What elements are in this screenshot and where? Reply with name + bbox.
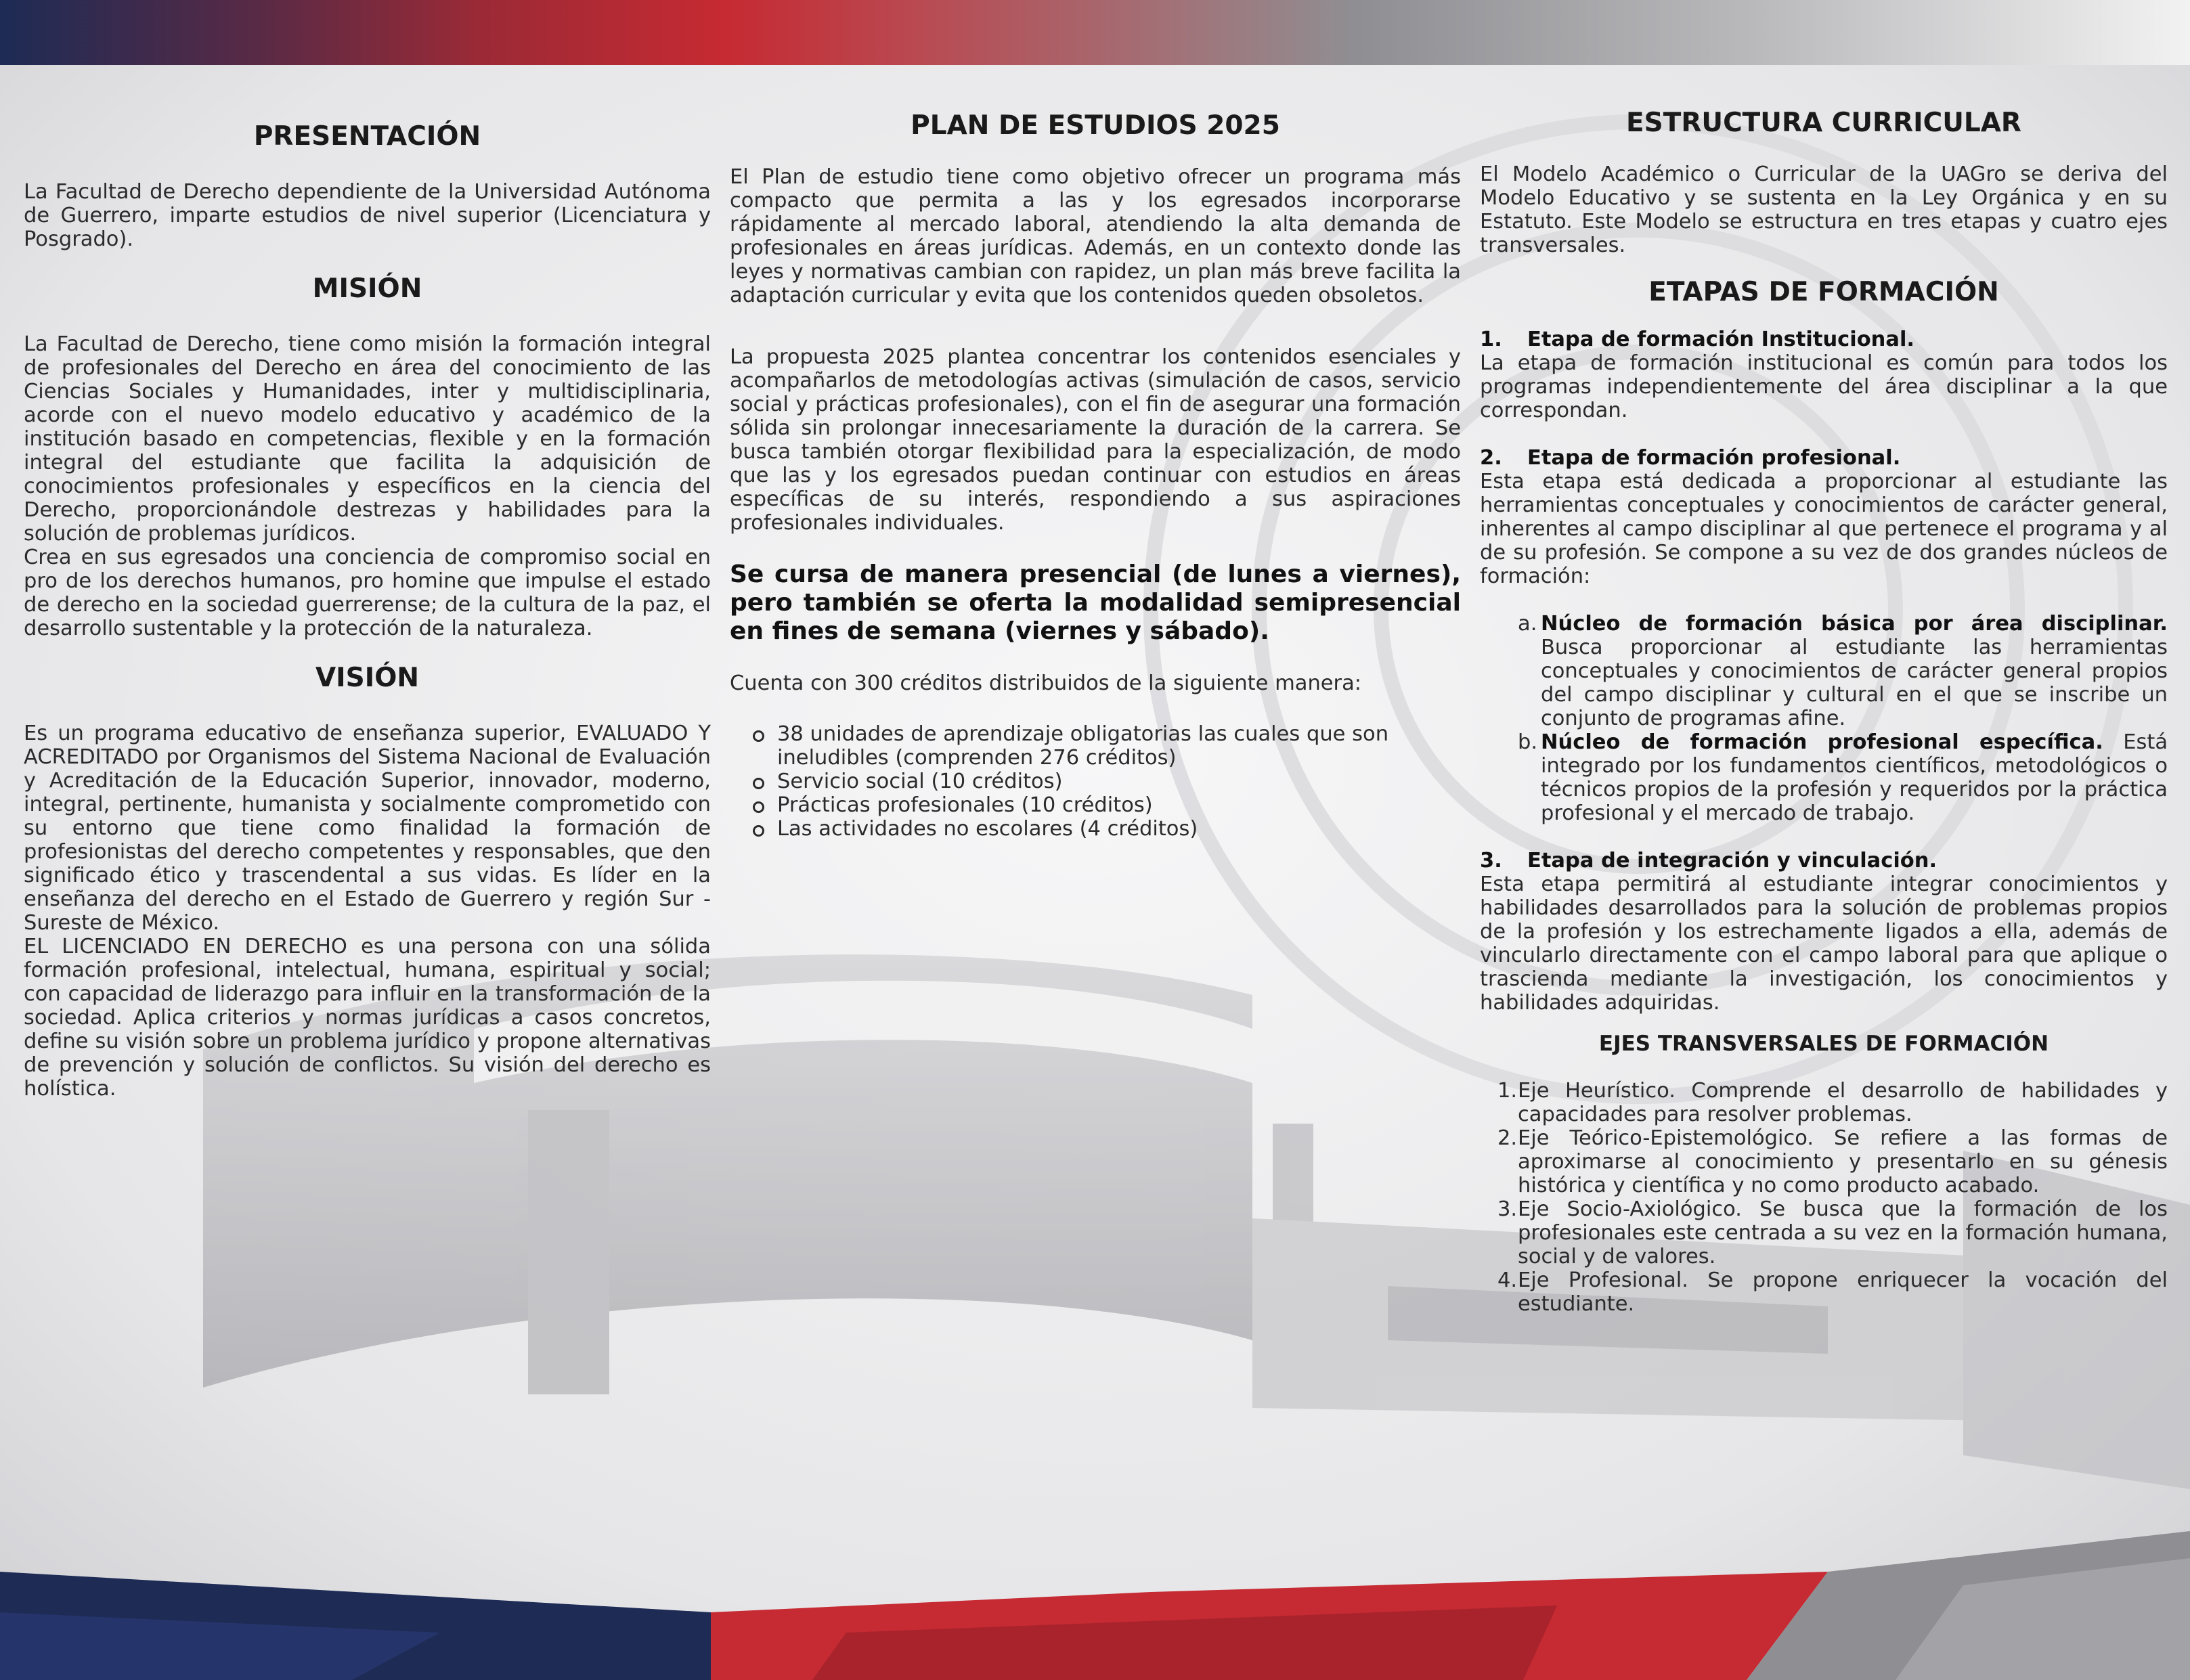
presentacion-text: La Facultad de Derecho dependiente de la Universidad Autónoma de Guerrero, imparte estudios de nivel superior (Licenciatura y Posgrado). [24,180,711,251]
estructura-text: El Modelo Académico o Curricular de la UAGro se deriva del Modelo Educativo y se sustenta en la Ley Orgánica y en su Estatuto. Este Modelo se estructura en tres etapas y cuatro ejes transversales. [1480,162,2168,257]
list-item: Prácticas profesionales (10 créditos) [777,793,1461,817]
plan-text: El Plan de estudio tiene como objetivo ofrecer un programa más compacto que permita a las y los egresados incorporarse rápidamente al mercado laboral, atendiendo la alta demanda de profesionales en áreas jurídicas. Además, en un contexto donde las leyes y normativas cambian con rapidez, un plan más breve facilita la adaptación curricular y evita que los contenidos queden obsoletos. [730,165,1461,307]
etapa-1-text: La etapa de formación institucional es común para todos los programas independientemente del área disciplinar a la que correspondan. [1480,351,2168,422]
etapa-3-text: Esta etapa permitirá al estudiante integrar conocimientos y habilidades desarrollados para la solución de problemas propios de la profesión y los estrechamente ligados a ella, además de vincularlo directamente con el campo laboral para que aplique o trascienda mediante la investigación, los conocimientos y habilidades adquiridas. [1480,872,2168,1015]
eje-item: 1. Eje Heurístico. Comprende el desarrollo de habilidades y capacidades para resolver problemas. [1497,1079,2168,1126]
creditos-intro: Cuenta con 300 créditos distribuidos de la siguiente manera: [730,671,1362,695]
mision-heading: MISIÓN [312,273,422,304]
plan-heading: PLAN DE ESTUDIOS 2025 [911,110,1280,141]
list-item: Servicio social (10 créditos) [777,770,1461,793]
estructura-heading: ESTRUCTURA CURRICULAR [1626,108,2021,138]
ejes-heading: EJES TRANSVERSALES DE FORMACIÓN [1598,1032,2049,1056]
vision-text: Es un programa educativo de enseñanza superior, EVALUADO Y ACREDITADO por Organismos del Sistema Nacional de Evaluación y Acreditación de la Educación Superior, innovador, moderno, integral, pertinente, humanista y socialmente comprometido con su entorno que tiene como finalidad la formación de profesionistas del derecho competentes y responsables, que den significado ético y trascendental a sus vidas. Es líder en la enseñanza del derecho en el Estado de Guerrero y región Sur - Sureste de México. [24,722,711,935]
middle-column [730,102,1461,841]
eje-item: 4. Eje Profesional. Se propone enriquecer la vocación del estudiante. [1497,1268,2168,1316]
vision-text-2: EL LICENCIADO EN DERECHO es una persona con una sólida formación profesional, intelectual, humana, espiritual y social; con capacidad de liderazgo para influir en la transformación de la sociedad. Aplica criterios y normas jurídicas a casos concretos, define su visión sobre un problema jurídico y propone alternativas de prevención y solución de conflictos. Su visión del derecho es holística. [24,935,711,1101]
etapa-2-text: Esta etapa está dedicada a proporcionar al estudiante las herramientas conceptuales y conocimientos de carácter general, inherentes al campo disciplinar al que pertenece el programa y al de su profesión. Se compone a su vez de dos grandes núcleos de formación: [1480,470,2168,588]
etapa-1-title: 1. Etapa de formación Institucional. [1480,328,1914,351]
eje-item: 2. Eje Teórico-Epistemológico. Se refiere a las formas de aproximarse al conocimiento y presentarlo en su génesis histórica y científica y no como producto acabado. [1497,1126,2168,1197]
creditos-list [730,722,1461,841]
etapas-heading: ETAPAS DE FORMACIÓN [1648,277,1999,307]
top-color-band [0,0,2190,65]
left-column [24,108,711,1101]
nucleo-b: b. Núcleo de formación profesional específica. Está integrado por los fundamentos científicos, metodológicos o técnicos propios de la profesión y requeridos por la práctica profesional y el mercado de trabajo. [1518,730,2168,825]
etapa-3-title: 3. Etapa de integración y vinculación. [1480,849,1937,872]
eje-item: 3. Eje Socio-Axiológico. Se busca que la formación de los profesionales este centrada a su vez en la formación humana, social y de valores. [1497,1197,2168,1268]
mision-text: La Facultad de Derecho, tiene como misión la formación integral de profesionales del Derecho en área del conocimiento de las Ciencias Sociales y Humanidades, inter y multidisciplinaria, acorde con el nuevo modelo educativo y académico de la institución basado en competencias, flexible y en la formación integral del estudiante que facilita la adquisición de conocimientos profesionales y específicos en la ciencia del Derecho, proporcionándole destrezas y habilidades para la solución de problemas jurídicos. [24,332,711,546]
nucleo-a: a. Núcleo de formación básica por área disciplinar. Busca proporcionar al estudiante las herramientas conceptuales y conocimientos de carácter general propios del campo disciplinar y cultural en el que se inscribe un conjunto de programas afine. [1518,612,2168,730]
vision-heading: VISIÓN [315,663,420,693]
etapa-2-title: 2. Etapa de formación profesional. [1480,446,1901,470]
mision-text-2: Crea en sus egresados una conciencia de compromiso social en pro de los derechos humanos, pro homine que impulse el estado de derecho en la sociedad guerrerense; de la cultura de la paz, el desarrollo sustentable y la protección de la naturaleza. [24,546,711,640]
presentacion-heading: PRESENTACIÓN [253,121,481,152]
bottom-color-band [0,1531,2190,1680]
list-item: Las actividades no escolares (4 créditos) [777,817,1461,841]
list-item: 38 unidades de aprendizaje obligatorias las cuales que son ineludibles (comprenden 276 créditos) [777,722,1461,770]
plan-text-2: La propuesta 2025 plantea concentrar los contenidos esenciales y acompañarlos de metodologías activas (simulación de casos, servicio social y prácticas profesionales), con el fin de asegurar una formación sólida sin prolongar innecesariamente la duración de la carrera. Se busca también otorgar flexibilidad para la especialización, de modo que las y los egresados puedan continuar con estudios en áreas específicas de su interés, respondiendo a sus aspiraciones profesionales individuales. [730,345,1461,535]
modalidad-text: Se cursa de manera presencial (de lunes a viernes), pero también se oferta la modalidad semipresencial en fines de semana (viernes y sábado). [730,560,1461,645]
right-column [1480,102,2168,1316]
